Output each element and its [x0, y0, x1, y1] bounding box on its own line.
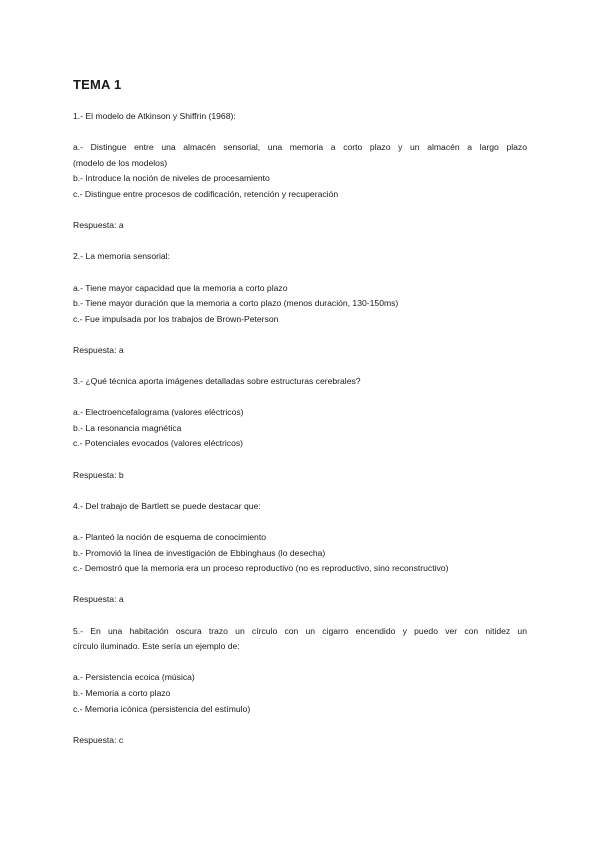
question-5-option-b: b.- Memoria a corto plazo	[73, 687, 171, 698]
spacer	[73, 125, 527, 141]
question-5-option-c: c.- Memoria icónica (persistencia del estímulo)	[73, 703, 251, 714]
question-4-option-a: a.- Planteó la noción de esquema de conocimiento	[73, 532, 267, 543]
question-4-option-b: b.- Promovió la línea de investigación de Ebbinghaus (lo desecha)	[73, 547, 326, 558]
document-title: TEMA 1	[73, 77, 122, 92]
document-body	[73, 109, 527, 748]
question-4-text: 4.- Del trabajo de Bartlett se puede destacar que:	[73, 500, 261, 511]
question-5-text-line2: círculo iluminado. Este sería un ejemplo de:	[73, 641, 240, 652]
question-3-option-b: b.- La resonancia magnética	[73, 422, 182, 433]
question-5-text-line1: 5.- En una habitación oscura trazo un círculo con un cigarro encendido y puedo ver con nitidez un	[73, 625, 527, 636]
question-3-text: 3.- ¿Qué técnica aporta imágenes detalladas sobre estructuras cerebrales?	[73, 376, 361, 387]
question-2-option-c: c.- Fue impulsada por los trabajos de Brown-Peterson	[73, 313, 279, 324]
spacer	[73, 234, 527, 250]
spacer	[73, 655, 527, 671]
question-1-option-c: c.- Distingue entre procesos de codificación, retención y recuperación	[73, 188, 339, 199]
spacer	[73, 327, 527, 343]
spacer	[73, 608, 527, 624]
spacer	[73, 577, 527, 593]
spacer	[73, 265, 527, 281]
spacer	[73, 359, 527, 375]
question-5-answer: Respuesta: c	[73, 734, 124, 745]
question-4-option-c: c.- Demostró que la memoria era un proceso reproductivo (no es reproductivo, sino reconstructivo)	[73, 563, 449, 574]
question-2-answer: Respuesta: a	[73, 344, 124, 355]
spacer	[73, 203, 527, 219]
question-3-option-a: a.- Electroencefalograma (valores eléctricos)	[73, 407, 244, 418]
question-2-option-a: a.- Tiene mayor capacidad que la memoria a corto plazo	[73, 282, 288, 293]
question-2-option-b: b.- Tiene mayor duración que la memoria a corto plazo (menos duración, 130-150ms)	[73, 298, 399, 309]
question-1-answer: Respuesta: a	[73, 220, 124, 231]
question-1-text: 1.- El modelo de Atkinson y Shiffrin (1968):	[73, 111, 236, 121]
spacer	[73, 717, 527, 733]
spacer	[73, 514, 527, 530]
question-5-option-a: a.- Persistencia ecoica (música)	[73, 672, 195, 683]
question-2-text: 2.- La memoria sensorial:	[73, 251, 170, 262]
spacer	[73, 483, 527, 499]
question-1-option-a-line2: (modelo de los modelos)	[73, 157, 168, 168]
question-4-answer: Respuesta: a	[73, 594, 124, 605]
question-1-option-a-line1: a.- Distingue entre una almacén sensorial, una memoria a corto plazo y un almacén a largo plazo	[73, 142, 527, 153]
spacer	[73, 390, 527, 406]
question-1-option-b: b.- Introduce la noción de niveles de procesamiento	[73, 173, 270, 184]
question-3-answer: Respuesta: b	[73, 469, 124, 480]
spacer	[73, 452, 527, 468]
question-3-option-c: c.- Potenciales evocados (valores eléctricos)	[73, 438, 244, 449]
